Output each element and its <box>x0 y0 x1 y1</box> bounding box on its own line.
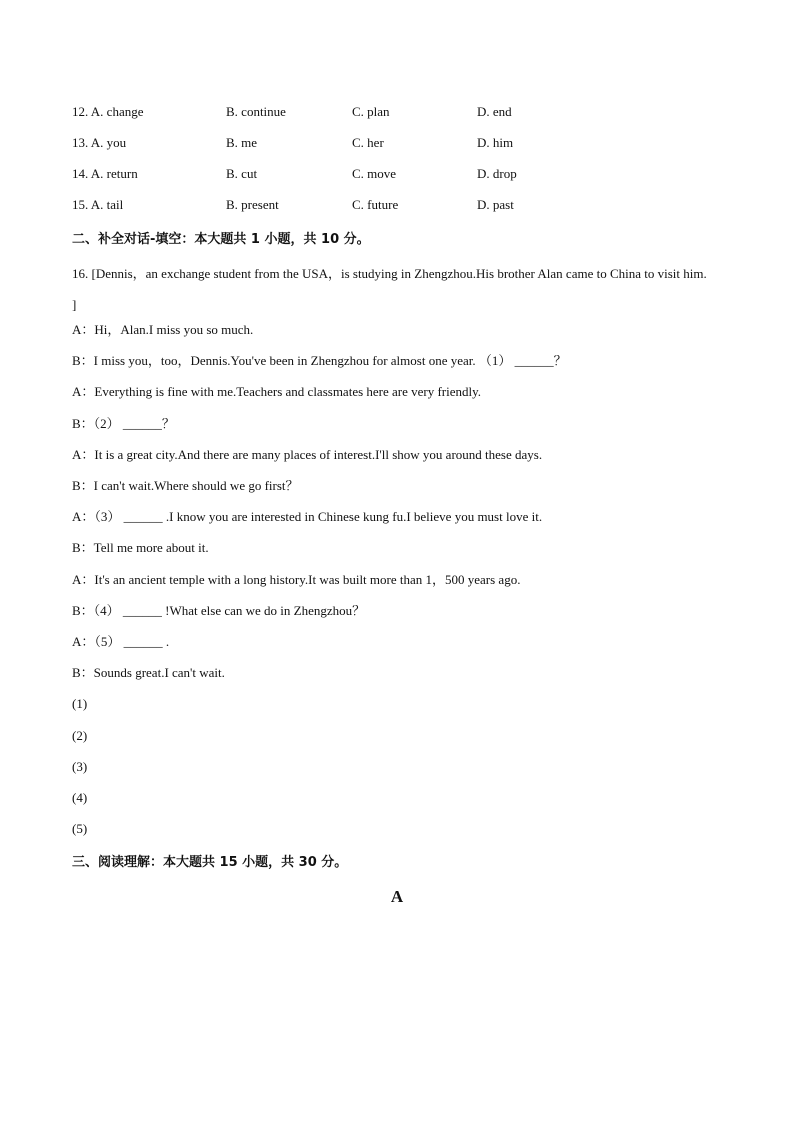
option-12-d: D. end <box>477 104 512 119</box>
dialogue-line: B：（2） ______？ <box>72 416 175 431</box>
answer-slot-4: (4) <box>72 790 88 805</box>
option-15-d: D. past <box>477 197 514 212</box>
option-13-c: C. her <box>352 135 384 150</box>
question-16-intro: 16. [Dennis，an exchange student from the USA，is studying in Zhengzhou.His brother Alan came to China to visit him. ] <box>72 266 707 312</box>
option-12-b: B. continue <box>226 104 286 119</box>
answer-slot-1: (1) <box>72 696 88 711</box>
dialogue-line: A：It is a great city.And there are many places of interest.I'll show you around these days. <box>72 447 543 462</box>
option-15-c: C. future <box>352 197 399 212</box>
option-15-b: B. present <box>226 197 279 212</box>
dialogue-line: A：It's an ancient temple with a long history.It was built more than 1，500 years ago. <box>72 572 521 587</box>
answer-slot-2: (2) <box>72 728 88 743</box>
question-12-options <box>72 103 672 121</box>
section-2-heading: 二、补全对话-填空：本大题共 1 小题，共 10 分。 <box>72 232 370 247</box>
question-15-options <box>72 196 672 214</box>
dialogue-line: B：I miss you，too，Dennis.You've been in Zhengzhou for almost one year. （1） ______？ <box>72 353 567 368</box>
option-12-a: 12. A. change <box>72 104 144 119</box>
option-14-a: 14. A. return <box>72 166 138 181</box>
option-14-b: B. cut <box>226 166 258 181</box>
answer-slot-5: (5) <box>72 821 88 836</box>
section-3-heading: 三、阅读理解：本大题共 15 小题，共 30 分。 <box>72 855 348 870</box>
option-13-d: D. him <box>477 135 514 150</box>
answer-slot-3: (3) <box>72 759 88 774</box>
dialogue-line: B：Tell me more about it. <box>72 540 209 555</box>
option-13-b: B. me <box>226 135 258 150</box>
question-13-options <box>72 134 672 152</box>
dialogue-line: A：Everything is fine with me.Teachers and classmates here are very friendly. <box>72 384 482 399</box>
dialogue-line: B：I can't wait.Where should we go first？ <box>72 478 299 493</box>
option-14-c: C. move <box>352 166 397 181</box>
option-14-d: D. drop <box>477 166 517 181</box>
dialogue-line: B：Sounds great.I can't wait. <box>72 665 225 680</box>
option-13-a: 13. A. you <box>72 135 127 150</box>
question-14-options <box>72 165 672 183</box>
passage-title: A <box>390 887 404 906</box>
dialogue-line: B：（4） ______ !What else can we do in Zhengzhou？ <box>72 603 366 618</box>
option-15-a: 15. A. tail <box>72 197 124 212</box>
dialogue-line: A：Hi，Alan.I miss you so much. <box>72 322 254 337</box>
dialogue-line: A：（5） ______ . <box>72 634 170 649</box>
dialogue-line: A：（3） ______ .I know you are interested in Chinese kung fu.I believe you must love it. <box>72 509 543 524</box>
option-12-c: C. plan <box>352 104 390 119</box>
